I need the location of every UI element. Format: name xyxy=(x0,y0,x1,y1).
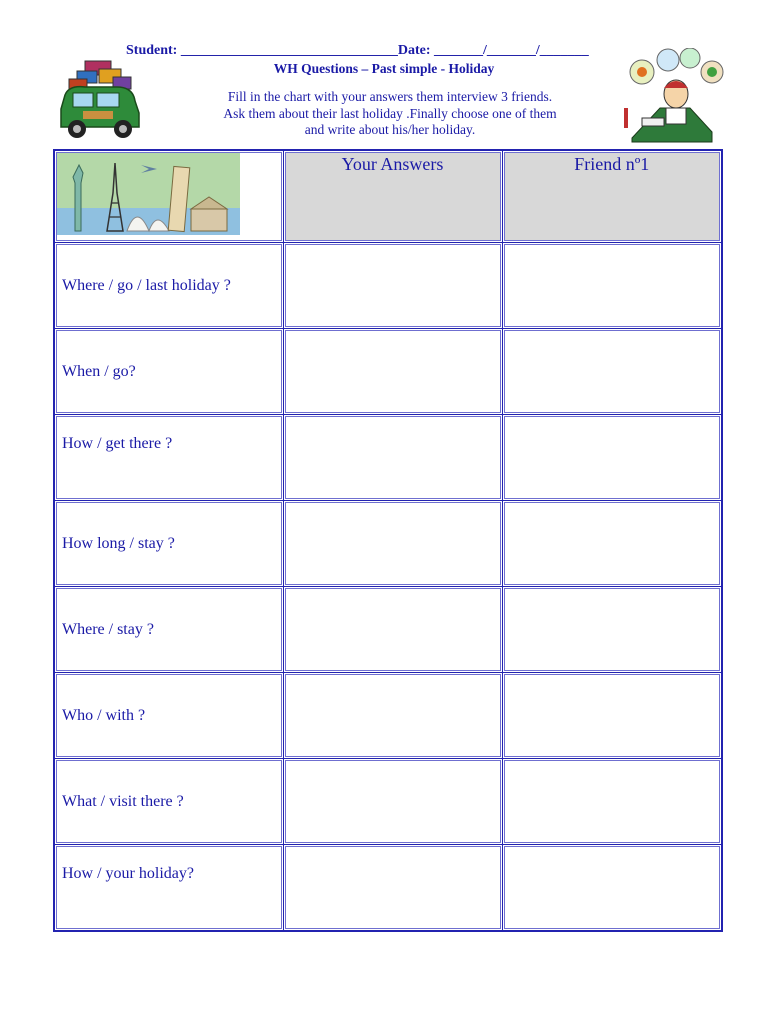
table-row xyxy=(54,587,722,673)
answers-chart xyxy=(53,149,723,932)
table-row xyxy=(54,243,722,329)
your-answer-cell[interactable] xyxy=(283,415,502,501)
table-row xyxy=(54,759,722,845)
instruction-line: Ask them about their last holiday .Finally choose one of them xyxy=(223,105,557,121)
worksheet-title: WH Questions – Past simple - Holiday xyxy=(273,61,495,76)
instruction-line: and write about his/her holiday. xyxy=(304,122,476,137)
your-answer-cell[interactable] xyxy=(283,673,502,759)
car-luggage-clipart xyxy=(55,55,145,145)
landmarks-image-cell xyxy=(54,150,283,243)
table-row xyxy=(54,329,722,415)
table-row xyxy=(54,845,722,931)
friend-answer-cell[interactable] xyxy=(502,329,722,415)
friend-answer-cell[interactable] xyxy=(502,587,722,673)
friend-answer-cell[interactable] xyxy=(502,501,722,587)
question-cell: Where / go / last holiday ? xyxy=(54,243,283,329)
friend-answer-cell[interactable] xyxy=(502,845,722,931)
question-cell: Where / stay ? xyxy=(54,587,283,673)
student-label: Student: xyxy=(126,43,178,58)
friend-answer-cell[interactable] xyxy=(502,673,722,759)
your-answer-cell[interactable] xyxy=(283,587,502,673)
friend-answer-cell[interactable] xyxy=(502,243,722,329)
question-cell: How long / stay ? xyxy=(54,501,283,587)
world-landmarks-image xyxy=(57,153,240,235)
question-cell: What / visit there ? xyxy=(54,759,283,845)
column-header-friend-1: Friend nº1 xyxy=(502,150,722,243)
chart-header-row xyxy=(54,150,722,243)
instruction-line: Fill in the chart with your answers them interview 3 friends. xyxy=(227,89,553,104)
column-header-your-answers: Your Answers xyxy=(283,150,502,243)
your-answer-cell[interactable] xyxy=(283,845,502,931)
date-blank[interactable]: _______/_______/_______ xyxy=(434,43,589,58)
question-cell: When / go? xyxy=(54,329,283,415)
table-row xyxy=(54,415,722,501)
table-row xyxy=(54,501,722,587)
date-label: Date: xyxy=(397,43,431,58)
your-answer-cell[interactable] xyxy=(283,501,502,587)
friend-answer-cell[interactable] xyxy=(502,759,722,845)
your-answer-cell[interactable] xyxy=(283,329,502,415)
table-row xyxy=(54,673,722,759)
question-cell: How / get there ? xyxy=(54,415,283,501)
friend-answer-cell[interactable] xyxy=(502,415,722,501)
student-name-blank[interactable]: _______________________________ xyxy=(180,43,398,58)
relaxing-person-clipart xyxy=(620,48,730,148)
your-answer-cell[interactable] xyxy=(283,759,502,845)
question-cell: How / your holiday? xyxy=(54,845,283,931)
student-date-line xyxy=(126,43,589,59)
your-answer-cell[interactable] xyxy=(283,243,502,329)
instructions xyxy=(180,89,600,139)
question-cell: Who / with ? xyxy=(54,673,283,759)
